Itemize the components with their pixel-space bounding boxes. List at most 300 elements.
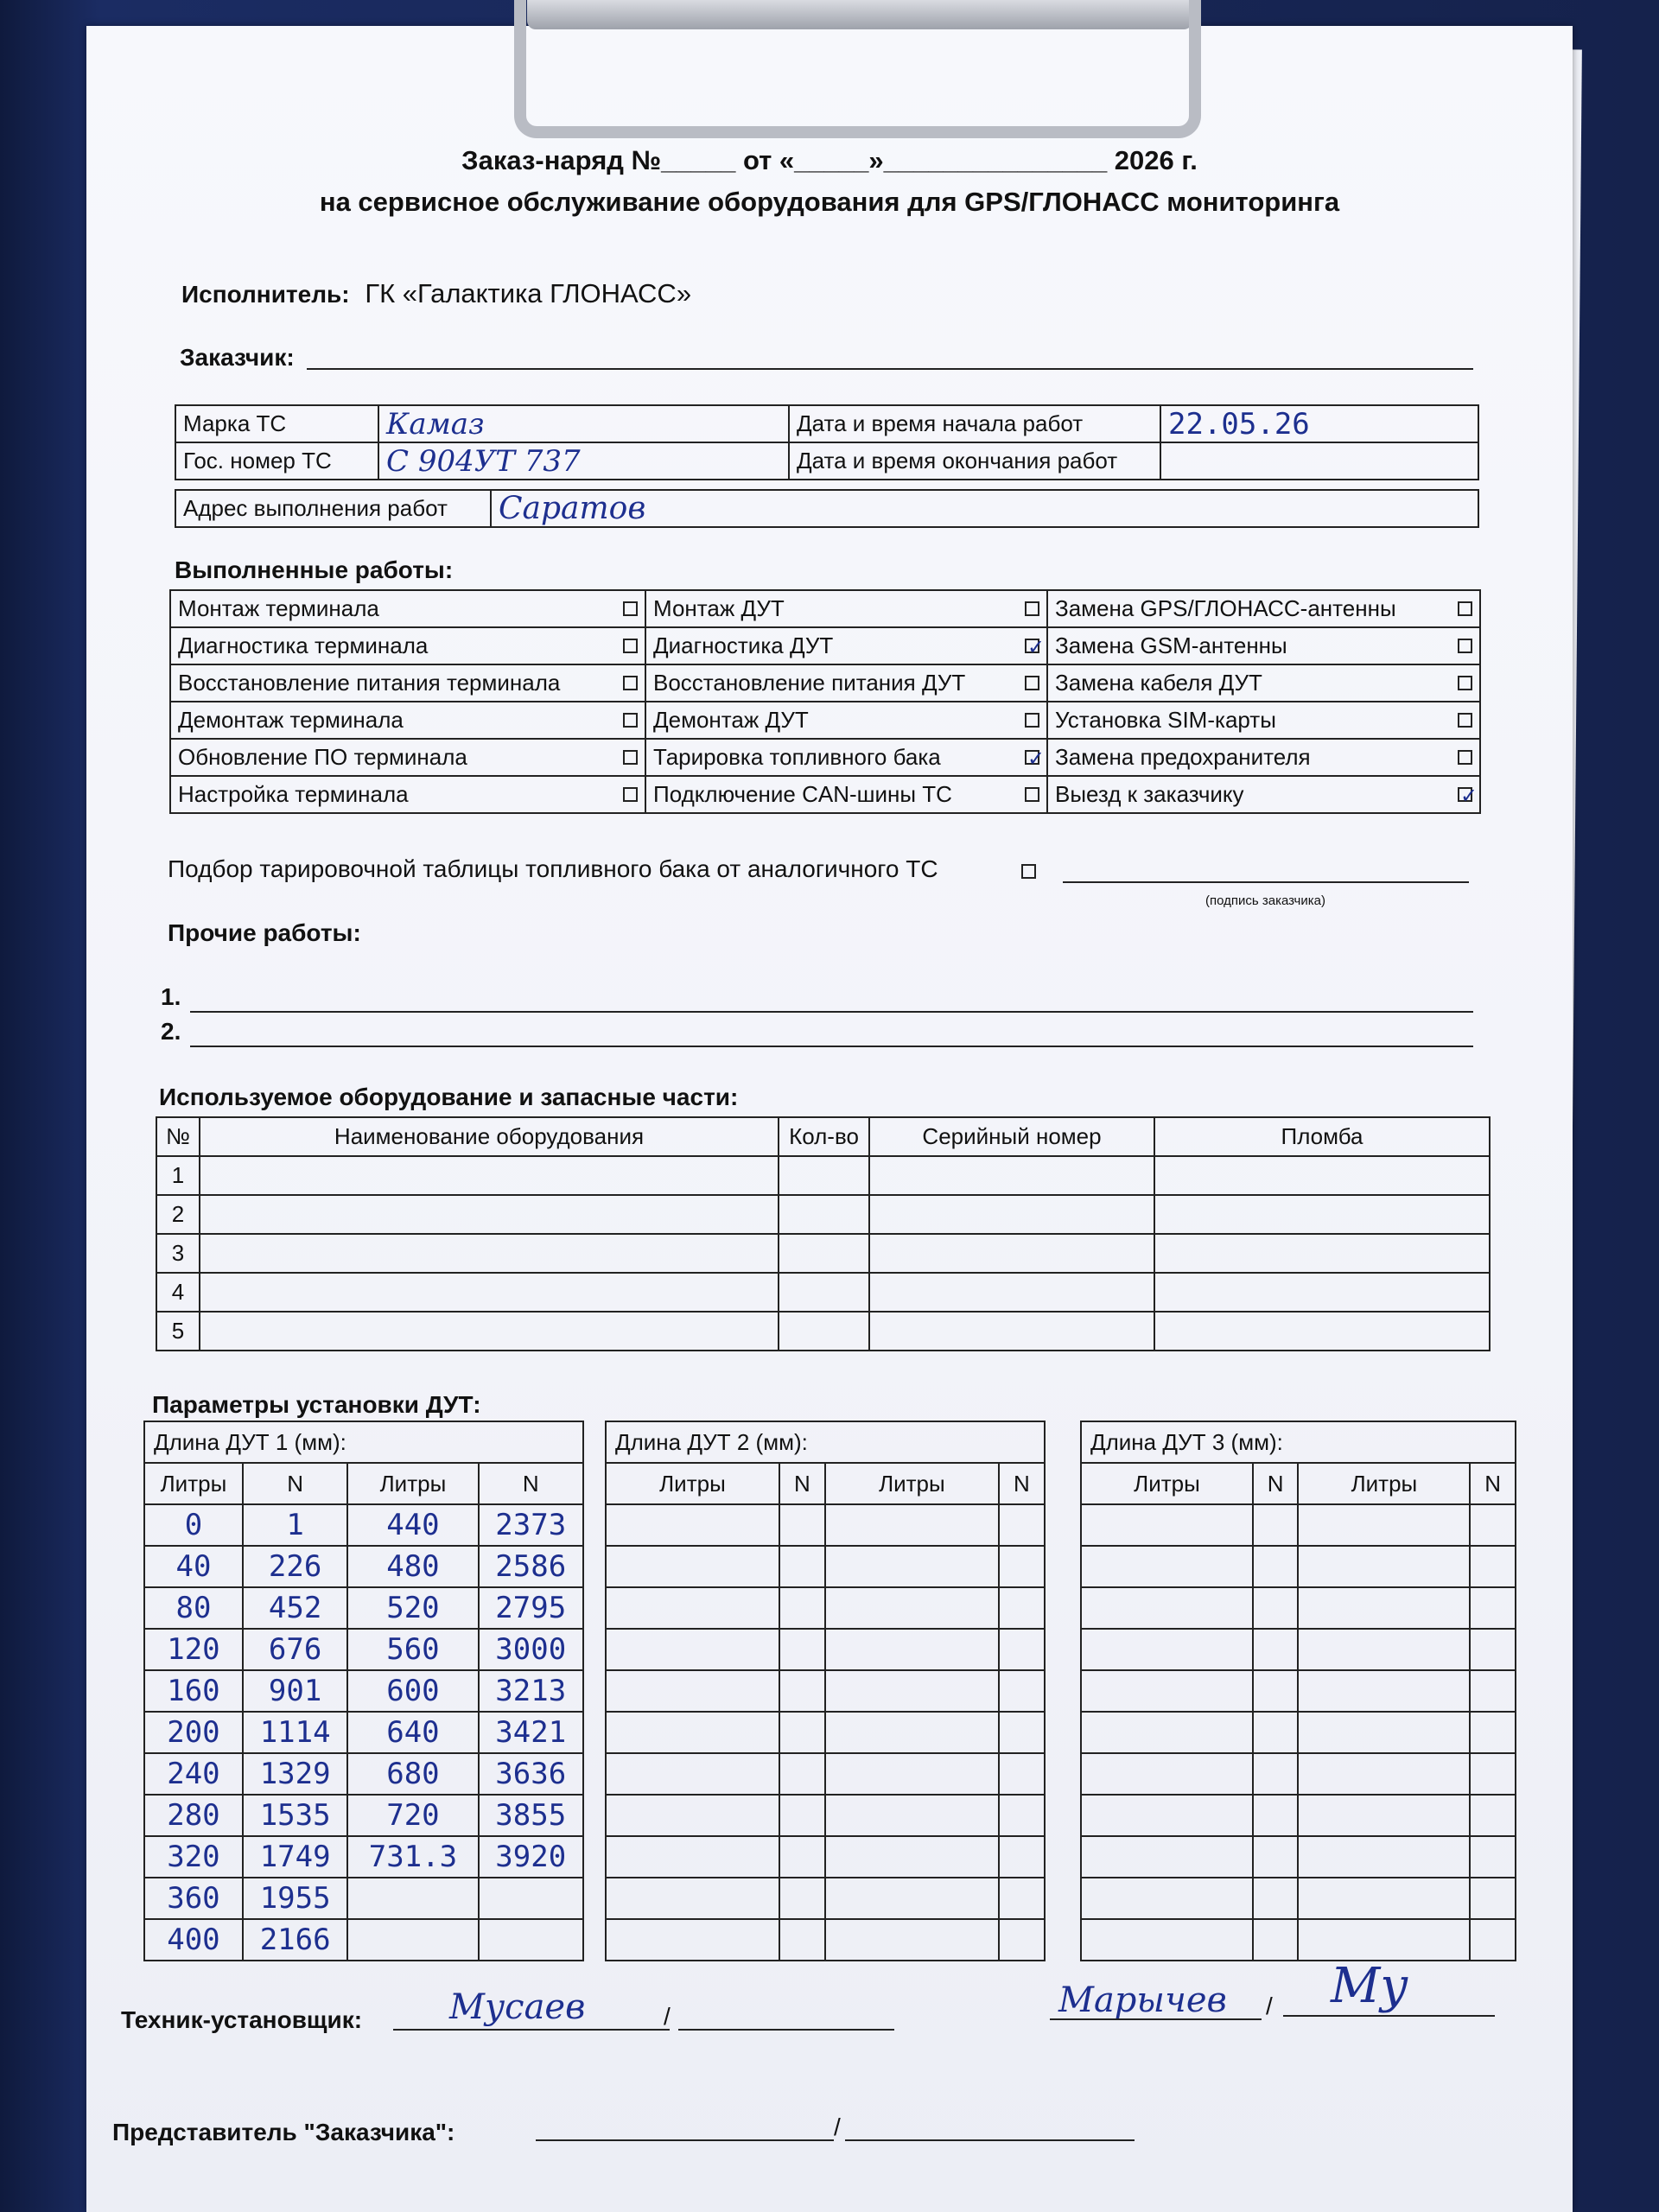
- dut-cell: [347, 1878, 478, 1919]
- equipment-row-number: 4: [156, 1273, 200, 1312]
- equipment-cell: [200, 1156, 779, 1195]
- tech-name-line: [393, 2029, 670, 2031]
- work-item: [645, 702, 1047, 739]
- dut-column-header: N: [479, 1463, 584, 1504]
- dut-cell: [1253, 1670, 1299, 1712]
- client-slash: /: [834, 2113, 841, 2140]
- check-mark-icon: ✓: [1027, 636, 1046, 659]
- dut-cell: [825, 1919, 999, 1961]
- dut-column-header: N: [1253, 1463, 1299, 1504]
- work-item: [170, 776, 645, 813]
- dut-cell: 452: [243, 1587, 347, 1629]
- dut-cell: [1298, 1504, 1470, 1546]
- dut-row: [606, 1670, 1045, 1712]
- dut-cell: [779, 1878, 825, 1919]
- dut1-block: [143, 1421, 584, 1961]
- dut-cell: [479, 1878, 584, 1919]
- work-item: [1047, 627, 1480, 664]
- equipment-cell: [200, 1273, 779, 1312]
- order-title: Заказ-наряд №_____ от «_____»_______________ 2026 г.: [461, 145, 1198, 175]
- dut-cell: [606, 1919, 779, 1961]
- tech-signature-name: Мусаев: [449, 1987, 586, 2027]
- dut-cell: 1: [243, 1504, 347, 1546]
- dut-cell: 240: [144, 1753, 243, 1795]
- other-work-line-1: [190, 1011, 1473, 1013]
- equipment-row: [156, 1312, 1490, 1351]
- work-checkbox[interactable]: [623, 787, 638, 802]
- dut-cell: 2373: [479, 1504, 584, 1546]
- address-label: Адрес выполнения работ: [175, 490, 491, 527]
- dut-cell: 0: [144, 1504, 243, 1546]
- work-checkbox[interactable]: [1025, 747, 1046, 771]
- work-item-label: Диагностика терминала: [178, 632, 429, 658]
- dut-cell: [1298, 1670, 1470, 1712]
- equipment-row: [156, 1156, 1490, 1195]
- dut-cell: 3421: [479, 1712, 584, 1753]
- dut-row: [1081, 1795, 1516, 1836]
- dut-cell: [779, 1587, 825, 1629]
- dut-cell: [1253, 1712, 1299, 1753]
- other-work-number-2: 2.: [161, 1018, 181, 1045]
- dut-cell: 3920: [479, 1836, 584, 1878]
- dut-column-header: Литры: [825, 1463, 999, 1504]
- work-checkbox[interactable]: [623, 750, 638, 765]
- dut-cell: [779, 1629, 825, 1670]
- work-checkbox[interactable]: [623, 639, 638, 653]
- tech-sign-line: [678, 2029, 894, 2031]
- dut-cell: 480: [347, 1546, 478, 1587]
- start-time-label: Дата и время начала работ: [789, 405, 1160, 442]
- dut2-block: [605, 1421, 1046, 1961]
- dut-cell: 2795: [479, 1587, 584, 1629]
- equipment-cell: [200, 1312, 779, 1351]
- dut-cell: [1298, 1712, 1470, 1753]
- dut-row: [144, 1587, 583, 1629]
- dut-column-header: Литры: [1298, 1463, 1470, 1504]
- dut-cell: [1470, 1878, 1516, 1919]
- dut-cell: [999, 1753, 1045, 1795]
- dut-row: [1081, 1712, 1516, 1753]
- work-item-label: Замена GSM-антенны: [1055, 632, 1287, 658]
- plate-label: Гос. номер ТС: [175, 442, 378, 480]
- address-table: [175, 489, 1479, 528]
- dut-cell: [606, 1629, 779, 1670]
- dut-cell: [1298, 1919, 1470, 1961]
- dut-cell: [1081, 1629, 1253, 1670]
- work-order-sheet: [86, 26, 1573, 2212]
- work-item-label: Обновление ПО терминала: [178, 744, 467, 770]
- work-item: [170, 664, 645, 702]
- equipment-cell: [869, 1273, 1154, 1312]
- calibration-text: Подбор тарировочной таблицы топливного бака от аналогичного ТС: [168, 855, 938, 882]
- dut-row: [1081, 1504, 1516, 1546]
- equipment-cell: [1154, 1234, 1490, 1273]
- dut-cell: [1470, 1504, 1516, 1546]
- brand-value: Камаз: [378, 405, 789, 442]
- work-item: [645, 739, 1047, 776]
- dut-cell: [779, 1712, 825, 1753]
- dut-cell: [825, 1795, 999, 1836]
- dut-cell: [1081, 1504, 1253, 1546]
- tech-slash: /: [664, 2003, 671, 2030]
- dut-row: [144, 1629, 583, 1670]
- executor-label: Исполнитель:: [181, 281, 350, 308]
- work-checkbox[interactable]: [1458, 601, 1472, 616]
- dut-cell: 40: [144, 1546, 243, 1587]
- start-time-value: 22.05.26: [1160, 405, 1478, 442]
- dut-cell: 120: [144, 1629, 243, 1670]
- work-checkbox[interactable]: [1458, 676, 1472, 690]
- dut-cell: [779, 1670, 825, 1712]
- other-work-number-1: 1.: [161, 983, 181, 1010]
- work-item-label: Восстановление питания терминала: [178, 670, 561, 696]
- dut-cell: [1298, 1629, 1470, 1670]
- work-checkbox[interactable]: [623, 601, 638, 616]
- dut-cell: [1253, 1504, 1299, 1546]
- dut-row: [144, 1504, 583, 1546]
- dut-row: [606, 1587, 1045, 1629]
- dut-cell: [779, 1504, 825, 1546]
- dut-row: [1081, 1546, 1516, 1587]
- client-sign-line: [845, 2139, 1135, 2141]
- work-item-label: Настройка терминала: [178, 781, 409, 807]
- tech2-slash: /: [1266, 1993, 1273, 2019]
- dut-cell: [606, 1795, 779, 1836]
- dut-row: [1081, 1629, 1516, 1670]
- dut-cell: [1253, 1919, 1299, 1961]
- dut-cell: 560: [347, 1629, 478, 1670]
- dut-row: [606, 1629, 1045, 1670]
- work-item-label: Замена предохранителя: [1055, 744, 1311, 770]
- dut-cell: [1470, 1629, 1516, 1670]
- equipment-cell: [200, 1234, 779, 1273]
- dut-row: [1081, 1753, 1516, 1795]
- plate-value: С 904УТ 737: [378, 442, 789, 480]
- dut-cell: 720: [347, 1795, 478, 1836]
- work-item-label: Диагностика ДУТ: [653, 632, 834, 658]
- dut-cell: [825, 1546, 999, 1587]
- work-item-label: Восстановление питания ДУТ: [653, 670, 966, 696]
- dut-cell: [825, 1836, 999, 1878]
- equipment-cell: [1154, 1195, 1490, 1234]
- dut-cell: [1470, 1670, 1516, 1712]
- check-mark-icon: ✓: [1027, 747, 1046, 771]
- dut-cell: [1081, 1836, 1253, 1878]
- dut-cell: 676: [243, 1629, 347, 1670]
- dut-cell: [606, 1670, 779, 1712]
- address-value: Саратов: [491, 490, 1478, 527]
- work-item-label: Тарировка топливного бака: [653, 744, 941, 770]
- dut-row: [144, 1795, 583, 1836]
- dut-table-title: Длина ДУТ 3 (мм):: [1081, 1421, 1516, 1463]
- dut-column-header: N: [779, 1463, 825, 1504]
- dut-cell: [606, 1836, 779, 1878]
- equipment-row: [156, 1195, 1490, 1234]
- executor-row: [181, 278, 691, 309]
- dut-cell: [1470, 1712, 1516, 1753]
- dut-cell: [1470, 1919, 1516, 1961]
- dut-row: [606, 1836, 1045, 1878]
- work-item: [1047, 664, 1480, 702]
- dut-cell: [1298, 1546, 1470, 1587]
- dut-cell: [1470, 1753, 1516, 1795]
- dut-row: [606, 1753, 1045, 1795]
- dut-cell: 320: [144, 1836, 243, 1878]
- dut-row: [606, 1504, 1045, 1546]
- dut-cell: [1081, 1712, 1253, 1753]
- dut-row: [1081, 1670, 1516, 1712]
- dut-cell: 80: [144, 1587, 243, 1629]
- equipment-header-serial: Серийный номер: [869, 1117, 1154, 1156]
- dut-cell: [1298, 1753, 1470, 1795]
- dut-cell: [999, 1670, 1045, 1712]
- dut-cell: [606, 1878, 779, 1919]
- dut-column-header: Литры: [1081, 1463, 1253, 1504]
- dut-row: [144, 1670, 583, 1712]
- dut-row: [144, 1836, 583, 1878]
- calibration-checkbox[interactable]: [1021, 864, 1036, 879]
- work-item-label: Монтаж терминала: [178, 595, 379, 621]
- dut-cell: [1081, 1587, 1253, 1629]
- equipment-cell: [779, 1312, 869, 1351]
- dut-title: Параметры установки ДУТ:: [152, 1391, 481, 1418]
- work-item-label: Демонтаж терминала: [178, 707, 404, 733]
- dut-row: [606, 1919, 1045, 1961]
- work-checkbox[interactable]: [1458, 639, 1472, 653]
- dut-cell: [606, 1587, 779, 1629]
- dut2-table: [605, 1421, 1046, 1961]
- dut-cell: [999, 1795, 1045, 1836]
- work-checkbox[interactable]: [1025, 601, 1039, 616]
- client-name-line: [536, 2139, 834, 2141]
- work-item: [170, 627, 645, 664]
- dut-cell: 400: [144, 1919, 243, 1961]
- dut-cell: [999, 1878, 1045, 1919]
- dut-cell: [825, 1878, 999, 1919]
- dut-cell: [779, 1753, 825, 1795]
- equipment-cell: [779, 1273, 869, 1312]
- dut-cell: [1081, 1795, 1253, 1836]
- tech2-sign-line: [1283, 2015, 1495, 2017]
- equipment-row: [156, 1234, 1490, 1273]
- tech2-name-line: [1050, 2018, 1262, 2020]
- dut-row: [144, 1878, 583, 1919]
- dut-cell: 520: [347, 1587, 478, 1629]
- dut-cell: 3000: [479, 1629, 584, 1670]
- dut-cell: [606, 1712, 779, 1753]
- dut-cell: 1114: [243, 1712, 347, 1753]
- equipment-cell: [869, 1195, 1154, 1234]
- equipment-cell: [1154, 1156, 1490, 1195]
- work-checkbox[interactable]: [1458, 785, 1478, 808]
- dut3-block: [1080, 1421, 1516, 1961]
- dut-cell: [1253, 1836, 1299, 1878]
- equipment-cell: [869, 1156, 1154, 1195]
- dut-cell: [1298, 1836, 1470, 1878]
- dut-row: [606, 1878, 1045, 1919]
- dut-row: [144, 1546, 583, 1587]
- calibration-signature-hint: (подпись заказчика): [1205, 893, 1325, 908]
- equipment-table: [156, 1116, 1491, 1351]
- dut-cell: [999, 1546, 1045, 1587]
- end-time-label: Дата и время окончания работ: [789, 442, 1160, 480]
- work-item-label: Выезд к заказчику: [1055, 781, 1244, 807]
- client-rep-label: Представитель "Заказчика":: [112, 2119, 455, 2145]
- dut-cell: 1535: [243, 1795, 347, 1836]
- dut-cell: 1329: [243, 1753, 347, 1795]
- equipment-header-seal: Пломба: [1154, 1117, 1490, 1156]
- dut-cell: [999, 1504, 1045, 1546]
- equipment-row-number: 5: [156, 1312, 200, 1351]
- work-item: [1047, 590, 1480, 627]
- work-item: [645, 664, 1047, 702]
- dut-cell: 640: [347, 1712, 478, 1753]
- work-checkbox[interactable]: [1025, 787, 1039, 802]
- order-subtitle: на сервисное обслуживание оборудования для GPS/ГЛОНАСС мониторинга: [319, 187, 1340, 217]
- dut-cell: 3213: [479, 1670, 584, 1712]
- dut-row: [1081, 1836, 1516, 1878]
- dut-cell: 731.3: [347, 1836, 478, 1878]
- work-item-label: Замена кабеля ДУТ: [1055, 670, 1262, 696]
- dut-cell: [606, 1546, 779, 1587]
- equipment-cell: [1154, 1273, 1490, 1312]
- dut-row: [144, 1753, 583, 1795]
- dut-cell: [825, 1587, 999, 1629]
- equipment-cell: [869, 1312, 1154, 1351]
- dut-column-header: Литры: [347, 1463, 478, 1504]
- dut-row: [1081, 1919, 1516, 1961]
- dut-cell: [1081, 1878, 1253, 1919]
- work-checkbox[interactable]: [1458, 713, 1472, 728]
- dut-cell: [999, 1587, 1045, 1629]
- tech2-signature: Му: [1331, 1958, 1408, 2014]
- dut-table-title: Длина ДУТ 1 (мм):: [144, 1421, 583, 1463]
- works-title: Выполненные работы:: [175, 556, 454, 583]
- dut-row: [144, 1712, 583, 1753]
- dut-row: [144, 1919, 583, 1961]
- equipment-row: [156, 1273, 1490, 1312]
- work-item: [170, 702, 645, 739]
- work-item: [170, 739, 645, 776]
- dut-cell: 280: [144, 1795, 243, 1836]
- dut-column-header: Литры: [144, 1463, 243, 1504]
- brand-label: Марка ТС: [175, 405, 378, 442]
- check-mark-icon: ✓: [1460, 785, 1478, 808]
- dut-cell: [1253, 1629, 1299, 1670]
- dut-cell: [1253, 1546, 1299, 1587]
- dut-table-title: Длина ДУТ 2 (мм):: [606, 1421, 1045, 1463]
- dut-cell: 680: [347, 1753, 478, 1795]
- equipment-header-number: №: [156, 1117, 200, 1156]
- work-item: [645, 590, 1047, 627]
- dut-cell: [825, 1629, 999, 1670]
- dut-cell: [1081, 1919, 1253, 1961]
- dut-cell: [1298, 1587, 1470, 1629]
- dut-cell: [825, 1504, 999, 1546]
- dut1-table: [143, 1421, 584, 1961]
- dut-column-header: Литры: [606, 1463, 779, 1504]
- dut-cell: [1298, 1795, 1470, 1836]
- work-checkbox[interactable]: [623, 713, 638, 728]
- work-item: [1047, 776, 1480, 813]
- work-checkbox[interactable]: [1025, 713, 1039, 728]
- equipment-cell: [779, 1234, 869, 1273]
- work-item-label: Демонтаж ДУТ: [653, 707, 809, 733]
- end-time-value: [1160, 442, 1478, 480]
- equipment-cell: [869, 1234, 1154, 1273]
- executor-value: ГК «Галактика ГЛОНАСС»: [365, 278, 692, 308]
- equipment-title: Используемое оборудование и запасные части:: [159, 1084, 739, 1110]
- work-item-label: Подключение CAN-шины ТС: [653, 781, 952, 807]
- dut-cell: 200: [144, 1712, 243, 1753]
- dut-cell: [825, 1712, 999, 1753]
- dut-column-header: N: [999, 1463, 1045, 1504]
- dut-cell: [779, 1795, 825, 1836]
- equipment-cell: [779, 1195, 869, 1234]
- dut-cell: [1470, 1836, 1516, 1878]
- dut-cell: [1253, 1795, 1299, 1836]
- tech2-signature-name: Марычев: [1058, 1980, 1227, 2020]
- dut-cell: [779, 1546, 825, 1587]
- dut-cell: [999, 1919, 1045, 1961]
- dut-cell: [347, 1919, 478, 1961]
- work-checkbox[interactable]: [623, 676, 638, 690]
- calibration-signature-line: [1063, 881, 1469, 883]
- equipment-header-name: Наименование оборудования: [200, 1117, 779, 1156]
- dut-cell: [1470, 1587, 1516, 1629]
- equipment-row-number: 1: [156, 1156, 200, 1195]
- dut-cell: [1253, 1878, 1299, 1919]
- customer-label: Заказчик:: [180, 344, 295, 371]
- work-checkbox[interactable]: [1458, 750, 1472, 765]
- work-item-label: Монтаж ДУТ: [653, 595, 785, 621]
- work-checkbox[interactable]: [1025, 676, 1039, 690]
- dut-cell: [999, 1836, 1045, 1878]
- dut-cell: [606, 1753, 779, 1795]
- dut-cell: [479, 1919, 584, 1961]
- dut-cell: 1955: [243, 1878, 347, 1919]
- dut-cell: 3855: [479, 1795, 584, 1836]
- equipment-cell: [200, 1195, 779, 1234]
- dut-cell: 440: [347, 1504, 478, 1546]
- work-item: [645, 776, 1047, 813]
- works-table: [169, 589, 1481, 814]
- dut-cell: [1081, 1753, 1253, 1795]
- dut-cell: [825, 1670, 999, 1712]
- work-item: [1047, 739, 1480, 776]
- work-item: [645, 627, 1047, 664]
- other-works-title: Прочие работы:: [168, 919, 361, 946]
- dut-cell: [999, 1629, 1045, 1670]
- dut-cell: 2586: [479, 1546, 584, 1587]
- dut-cell: [825, 1753, 999, 1795]
- dut-cell: 901: [243, 1670, 347, 1712]
- work-item: [1047, 702, 1480, 739]
- dut-cell: 160: [144, 1670, 243, 1712]
- dut-cell: [779, 1836, 825, 1878]
- dut-cell: 1749: [243, 1836, 347, 1878]
- dut-cell: [1253, 1587, 1299, 1629]
- dut-cell: 2166: [243, 1919, 347, 1961]
- work-checkbox[interactable]: [1025, 636, 1046, 659]
- dut-cell: [1081, 1670, 1253, 1712]
- dut-cell: [1298, 1878, 1470, 1919]
- dut-cell: [779, 1919, 825, 1961]
- dut-cell: [1470, 1546, 1516, 1587]
- customer-field-line: [307, 368, 1473, 370]
- dut-cell: [1470, 1795, 1516, 1836]
- equipment-row-number: 2: [156, 1195, 200, 1234]
